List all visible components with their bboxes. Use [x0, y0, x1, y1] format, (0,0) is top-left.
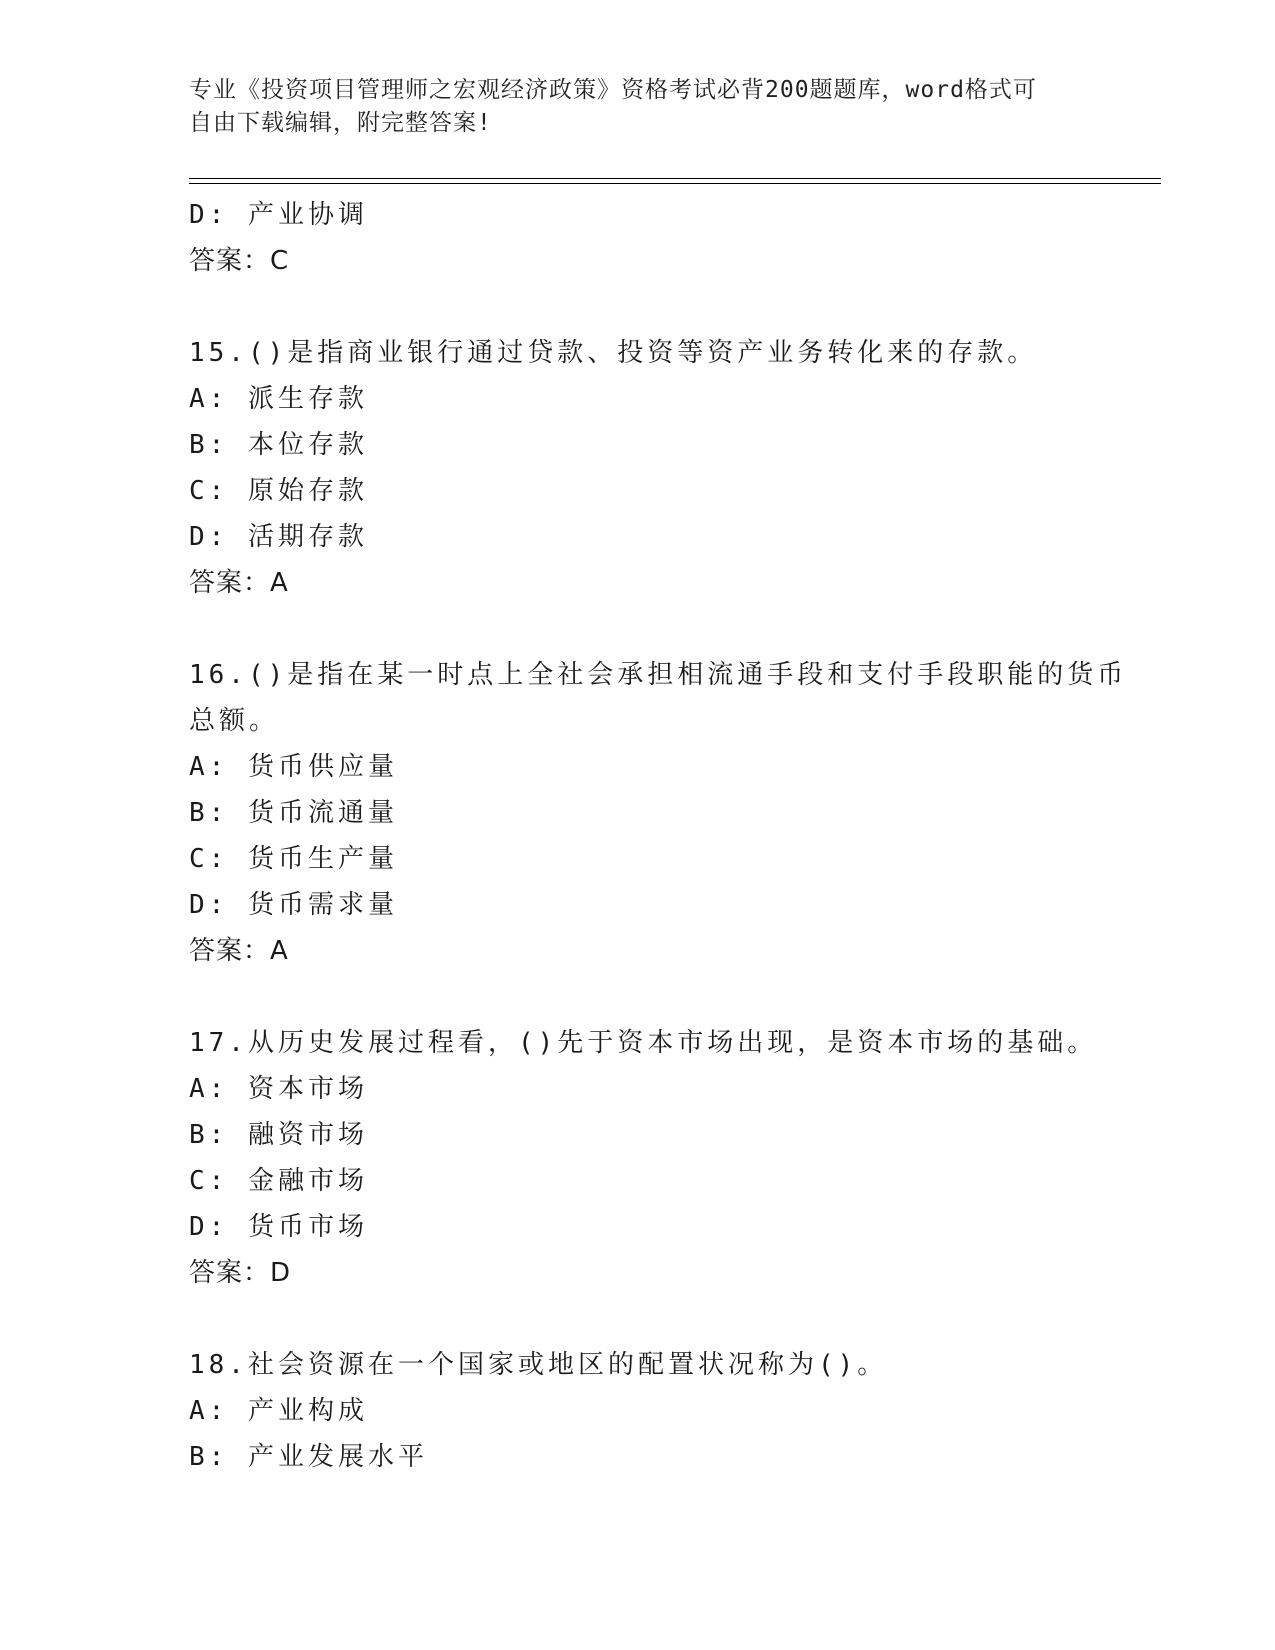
question-16-answer: 答案：A	[189, 936, 289, 966]
question-15-option-a: A: 派生存款	[189, 384, 368, 414]
question-17-option-a: A: 资本市场	[189, 1074, 368, 1104]
question-18-option-a: A: 产业构成	[189, 1396, 368, 1426]
question-18-text: 18.社会资源在一个国家或地区的配置状况称为()。	[189, 1350, 888, 1380]
question-16-option-a: A: 货币供应量	[189, 752, 398, 782]
answer-line: 答案：C	[189, 246, 290, 276]
header-line-2: 自由下载编辑，附完整答案!	[189, 110, 492, 136]
header-rule-top	[189, 178, 1161, 179]
question-15-answer: 答案：A	[189, 568, 289, 598]
header-rule-bottom	[189, 183, 1161, 184]
spacer	[189, 974, 1089, 1020]
question-15-option-b: B: 本位存款	[189, 430, 368, 460]
question-16-option-d: D: 货币需求量	[189, 890, 398, 920]
question-18-option-b: B: 产业发展水平	[189, 1442, 428, 1472]
spacer	[189, 284, 1089, 330]
question-17-option-b: B: 融资市场	[189, 1120, 368, 1150]
document-body	[189, 192, 1128, 1480]
question-16-text-line-1: 16.()是指在某一时点上全社会承担相流通手段和支付手段职能的货币	[189, 660, 1128, 690]
question-17-text: 17.从历史发展过程看，()先于资本市场出现，是资本市场的基础。	[189, 1028, 1098, 1058]
question-15-text: 15.()是指商业银行通过贷款、投资等资产业务转化来的存款。	[189, 338, 1038, 368]
question-16-option-b: B: 货币流通量	[189, 798, 398, 828]
document-header	[189, 74, 1089, 140]
question-16-option-c: C: 货币生产量	[189, 844, 398, 874]
question-17-answer: 答案：D	[189, 1258, 292, 1288]
spacer	[189, 1296, 1089, 1342]
option-d: D: 产业协调	[189, 200, 368, 230]
spacer	[189, 606, 1089, 652]
header-line-1: 专业《投资项目管理师之宏观经济政策》资格考试必背200题题库，word格式可	[189, 77, 1037, 103]
question-15-option-d: D: 活期存款	[189, 522, 368, 552]
question-15-option-c: C: 原始存款	[189, 476, 368, 506]
question-17-option-c: C: 金融市场	[189, 1166, 368, 1196]
question-16-text-line-2: 总额。	[189, 706, 280, 736]
question-17-option-d: D: 货币市场	[189, 1212, 368, 1242]
